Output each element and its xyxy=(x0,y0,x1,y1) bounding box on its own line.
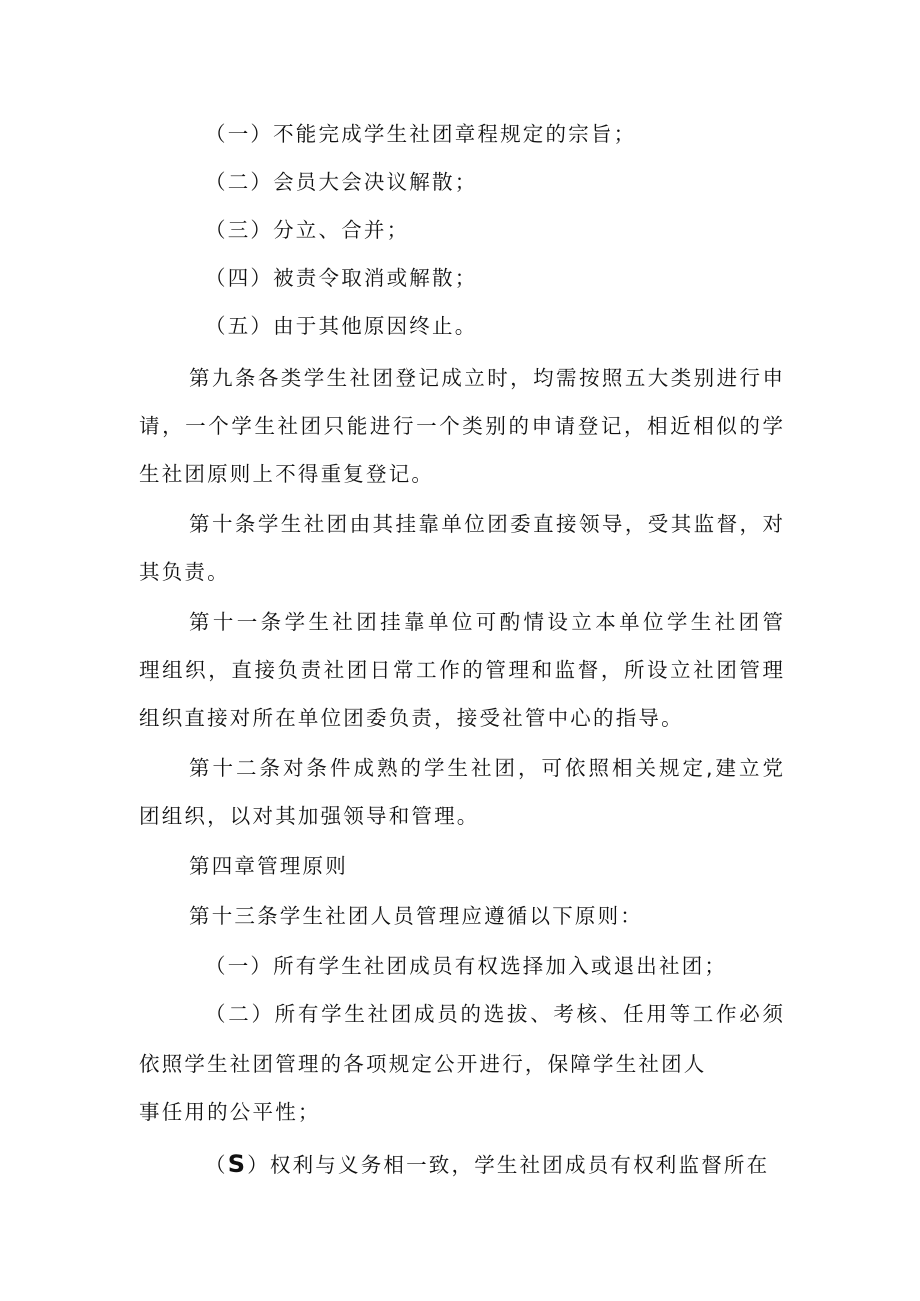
text-line: （一）不能完成学生社团章程规定的宗旨； xyxy=(205,122,637,146)
text-line: （一）所有学生社团成员有权选择加入或退出社团； xyxy=(205,954,728,978)
text-line: 第十条学生社团由其挂靠单位团委直接领导，受其监督，对 xyxy=(189,512,783,536)
text-line: 其负责。 xyxy=(139,560,230,584)
chapter-heading: 第四章管理原则 xyxy=(189,854,348,878)
text-line: （五）由于其他原因终止。 xyxy=(205,314,478,338)
text-line: （二）所有学生社团成员的选拔、考核、任用等工作必须 xyxy=(205,1002,783,1026)
text-line: 组织直接对所在单位团委负责，接受社管中心的指导。 xyxy=(139,706,684,730)
ocr-glyph: S xyxy=(227,1150,248,1178)
text-line: 事任用的公平性； xyxy=(139,1100,321,1124)
text-line: 依照学生社团管理的各项规定公开进行，保障学生社团人 xyxy=(139,1052,707,1076)
text-line: 理组织，直接负责社团日常工作的管理和监督，所设立社团管理 xyxy=(139,658,783,682)
text-line: 第十三条学生社团人员管理应遵循以下原则： xyxy=(189,904,643,928)
text-line: 第十一条学生社团挂靠单位可酌情设立本单位学生社团管 xyxy=(189,610,783,634)
text-line: 第九条各类学生社团登记成立时，均需按照五大类别进行申 xyxy=(189,366,783,390)
text-line: （三）分立、合并； xyxy=(205,218,410,242)
text-line: （二）会员大会决议解散； xyxy=(205,170,478,194)
text-line: （四）被责令取消或解散； xyxy=(205,266,478,290)
text-line: 团组织，以对其加强领导和管理。 xyxy=(139,804,480,828)
text-fragment: 权利与义务相一致，学生社团成员有权利监督所在 xyxy=(269,1153,770,1177)
text-line-last xyxy=(205,1150,769,1179)
text-line: 请，一个学生社团只能进行一个类别的申请登记，相近相似的学 xyxy=(139,414,783,438)
open-paren: （ xyxy=(205,1153,228,1177)
close-paren: ） xyxy=(247,1153,270,1177)
text-line: 生社团原则上不得重复登记。 xyxy=(139,462,435,486)
text-line: 第十二条对条件成熟的学生社团，可依照相关规定,建立党 xyxy=(189,756,783,780)
